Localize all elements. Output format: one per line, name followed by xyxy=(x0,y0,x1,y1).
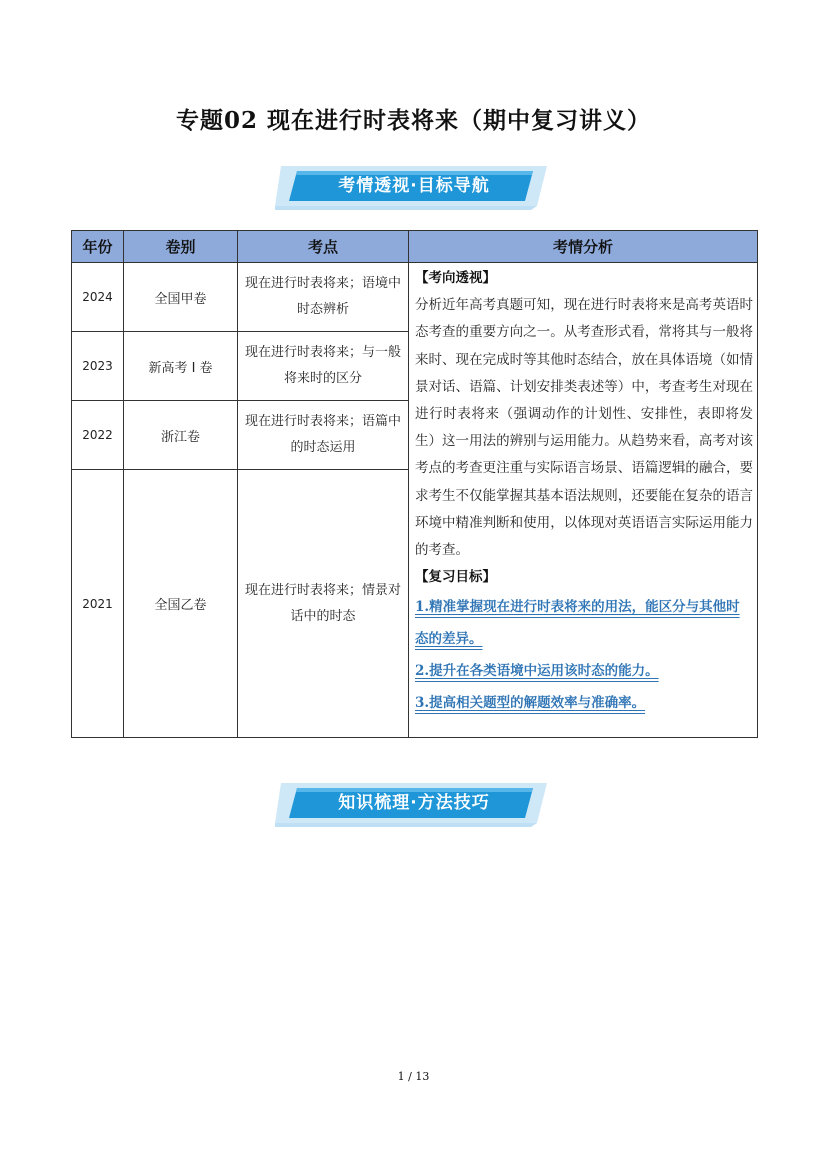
section-banner-exam-overview xyxy=(275,162,553,210)
table-header-row xyxy=(72,231,758,263)
table-row xyxy=(72,263,758,332)
header-test-point: 考点 xyxy=(238,231,409,263)
test-point-cell: 现在进行时表将来；与一般将来时的区分 xyxy=(238,332,409,401)
test-point-cell: 现在进行时表将来；语境中时态辨析 xyxy=(238,263,409,332)
goal-item: 1.精准掌握现在进行时表将来的用法，能区分与其他时态的差异。 xyxy=(415,599,740,648)
banner-title: 考情透视·目标导航 xyxy=(338,176,490,196)
header-year: 年份 xyxy=(72,231,124,263)
paper-cell: 全国乙卷 xyxy=(124,470,238,738)
paper-cell: 浙江卷 xyxy=(124,401,238,470)
trend-section-title: 【考向透视】 xyxy=(415,270,496,286)
goals-section-title: 【复习目标】 xyxy=(415,569,496,586)
header-analysis: 考情分析 xyxy=(409,231,758,263)
trend-section-text: 分析近年高考真题可知，现在进行时表将来是高考英语时态考查的重要方向之一。从考查形式看，常将其与一般将来时、现在完成时等其他时态结合，放在具体语境（如情景对话、语篇、计划安排类表述等）中，考查考生对现在进行时表将来（强调动作的计划性、安排性，表即将发生）这一用法的辨别与运用能力。从趋势来看，高考对该考点的考查更注重与实际语言场景、语篇逻辑的融合，要求考生不仅能掌握其基本语法规则，还要能在复杂的语言环境中精准判断和使用，以体现对英语语言实际运用能力的考查。 xyxy=(415,297,753,559)
page-number: 1 / 13 xyxy=(397,1070,430,1083)
banner-title: 知识梳理·方法技巧 xyxy=(338,793,490,813)
test-point-cell: 现在进行时表将来；情景对话中的时态 xyxy=(238,470,409,738)
goal-item: 2.提升在各类语境中运用该时态的能力。 xyxy=(415,663,659,680)
paper-cell: 全国甲卷 xyxy=(124,263,238,332)
page-title: 专题02 现在进行时表将来（期中复习讲义） xyxy=(175,107,651,134)
test-point-cell: 现在进行时表将来；语篇中的时态运用 xyxy=(238,401,409,470)
year-cell: 2023 xyxy=(72,332,124,401)
goal-item: 3.提高相关题型的解题效率与准确率。 xyxy=(415,695,646,712)
year-cell: 2024 xyxy=(72,263,124,332)
section-banner-knowledge xyxy=(275,779,553,827)
year-cell: 2022 xyxy=(72,401,124,470)
exam-analysis-table xyxy=(71,230,758,738)
paper-cell: 新高考 Ⅰ 卷 xyxy=(124,332,238,401)
header-paper: 卷别 xyxy=(124,231,238,263)
analysis-cell xyxy=(409,263,758,738)
year-cell: 2021 xyxy=(72,470,124,738)
